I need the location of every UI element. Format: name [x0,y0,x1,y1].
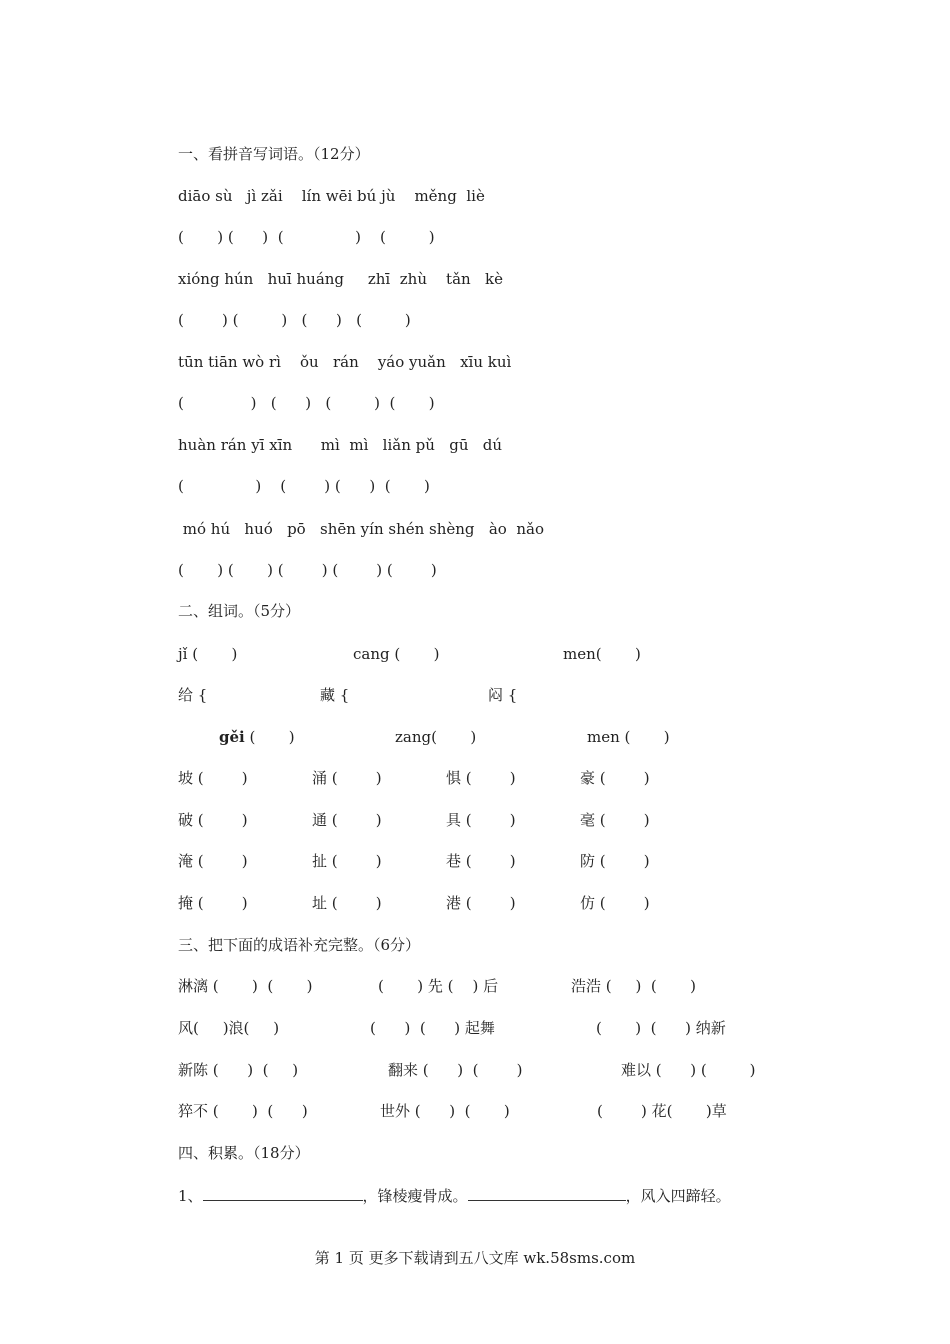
idiom-item: 世外 ( ) ( ) [380,1102,510,1120]
accumulation-line-1 [178,1186,731,1205]
word-cell: 址 ( ) [312,894,382,912]
blank-row-5: ( ) ( ) ( ) ( ) ( ) [178,561,437,579]
pinyin-men-2: men ( ) [587,728,670,746]
char-gei: 给 { [178,686,208,704]
word-cell: 破 ( ) [178,811,248,829]
word-cell: 豪 ( ) [580,769,650,787]
section-3-heading: 三、把下面的成语补充完整。（6分） [178,936,421,954]
poem-line-a: ，锋棱瘦骨成。 [362,1187,468,1205]
idiom-item: 猝不 ( ) ( ) [178,1102,308,1120]
pinyin-row-5: mó hú huó pō shēn yín shén shèng ào nǎo [178,520,544,538]
word-cell: 掩 ( ) [178,894,248,912]
blank-row-1: ( ) ( ) ( ) ( ) [178,228,435,246]
pinyin-zang: zang( ) [395,728,477,746]
pinyin-men-1: men( ) [563,645,641,663]
pinyin-row-1: diāo sù jì zǎi lín wēi bú jù měng liè [178,187,485,205]
pinyin-row-4: huàn rán yī xīn mì mì liǎn pǔ gū dú [178,436,503,454]
word-cell: 具 ( ) [446,811,516,829]
idiom-item: ( ) 花( )草 [597,1102,727,1120]
word-cell: 港 ( ) [446,894,516,912]
idiom-item: 新陈 ( ) ( ) [178,1061,299,1079]
word-cell: 扯 ( ) [312,852,382,870]
item-number: 1、 [178,1187,203,1205]
word-cell: 坡 ( ) [178,769,248,787]
idiom-item: 淋漓 ( ) ( ) [178,977,313,995]
idiom-item: ( ) ( ) 纳新 [596,1019,726,1037]
idiom-item: 风( )浪( ) [178,1019,280,1037]
char-cang: 藏 { [320,686,350,704]
fill-blank[interactable] [203,1186,363,1201]
blank-row-4: ( ) ( ) ( ) ( ) [178,477,430,495]
pinyin-gei-bold: gěi [219,728,245,746]
pinyin-ji: jǐ ( ) [178,645,238,663]
section-2-heading: 二、组词。（5分） [178,602,301,620]
blank-row-3: ( ) ( ) ( ) ( ) [178,394,435,412]
word-cell: 巷 ( ) [446,852,516,870]
page-footer: 第 1 页 更多下载请到五八文库 wk.58sms.com [314,1249,636,1267]
word-cell: 涌 ( ) [312,769,382,787]
blank-row-2: ( ) ( ) ( ) ( ) [178,311,411,329]
pinyin-row-2: xióng hún huī huáng zhī zhù tǎn kè [178,270,503,288]
pinyin-row-3: tūn tiān wò rì ǒu rán yáo yuǎn xīu kuì [178,353,512,371]
word-cell: 通 ( ) [312,811,382,829]
pinyin-cang: cang ( ) [353,645,440,663]
poem-line-b: ，风入四蹄轻。 [625,1187,731,1205]
word-cell: 防 ( ) [580,852,650,870]
word-cell: 惧 ( ) [446,769,516,787]
pinyin-gei-blank: ( ) [244,728,295,746]
word-cell: 淹 ( ) [178,852,248,870]
fill-blank[interactable] [468,1186,626,1201]
section-4-heading: 四、积累。（18分） [178,1144,310,1162]
char-men: 闷 { [488,686,518,704]
section-1-heading: 一、看拼音写词语。（12分） [178,145,370,163]
idiom-item: 难以 ( ) ( ) [621,1061,756,1079]
idiom-item: 翻来 ( ) ( ) [388,1061,523,1079]
word-cell: 仿 ( ) [580,894,650,912]
idiom-item: 浩浩 ( ) ( ) [571,977,696,995]
idiom-item: ( ) 先 ( ) 后 [378,977,499,995]
pinyin-gei [219,728,295,746]
idiom-item: ( ) ( ) 起舞 [370,1019,495,1037]
word-cell: 毫 ( ) [580,811,650,829]
